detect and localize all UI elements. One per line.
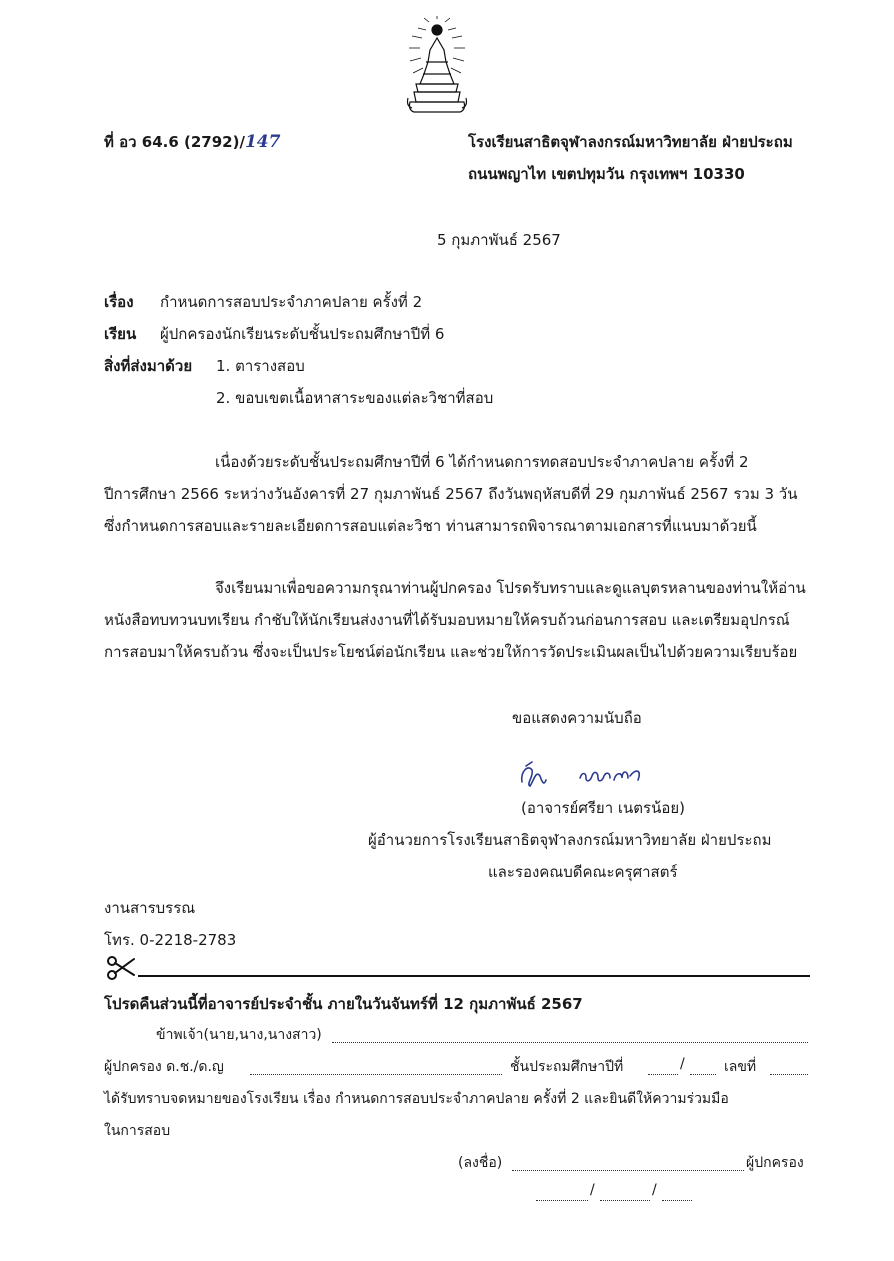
date-separator: / [590,1182,595,1198]
reference-number [104,130,280,154]
reference-label: ที่ อว 64.6 (2792)/ [104,133,245,151]
acknowledgement-text-end: ในการสอบ [104,1123,171,1139]
enclosure-item: 2. ขอบเขตเนื้อหาสาระของแต่ละวิชาที่สอบ [216,389,494,407]
date-separator: / [652,1182,657,1198]
guardian-of-label: ผู้ปกครอง ด.ช./ด.ญ [104,1059,224,1075]
school-name: โรงเรียนสาธิตจุฬาลงกรณ์มหาวิทยาลัย ฝ่ายประถม [468,133,793,151]
student-name-field[interactable] [250,1073,502,1075]
body-p1-line: เนื่องด้วยระดับชั้นประถมศึกษาปีที่ 6 ได้กำหนดการทดสอบประจำภาคปลาย ครั้งที่ 2 [215,453,749,471]
signer-position-1: ผู้อำนวยการโรงเรียนสาธิตจุฬาลงกรณ์มหาวิทยาลัย ฝ่ายประถม [368,831,772,849]
grade-label: ชั้นประถมศึกษาปีที่ [510,1059,624,1075]
body-p1-line: ปีการศึกษา 2566 ระหว่างวันอังคารที่ 27 กุมภาพันธ์ 2567 ถึงวันพฤหัสบดีที่ 29 กุมภาพันธ์ 2567 รวม 3 วัน [104,485,798,503]
handwritten-signature [518,758,678,792]
sign-label: (ลงชื่อ) [458,1155,503,1171]
body-p2-line: จึงเรียนมาเพื่อขอความกรุณาท่านผู้ปกครอง โปรดรับทราบและดูแลบุตรหลานของท่านให้อ่าน [215,579,806,597]
school-emblem-icon [404,16,470,118]
classroom-field[interactable] [690,1073,716,1075]
recipient-text: ผู้ปกครองนักเรียนระดับชั้นประถมศึกษาปีที่ 6 [160,325,445,343]
signer-name: (อาจารย์ศรียา เนตรน้อย) [521,799,685,817]
respondent-name-label: ข้าพเจ้า(นาย,นาง,นางสาว) [156,1027,322,1043]
enclosure-item: 1. ตารางสอบ [216,357,305,375]
student-number-label: เลขที่ [724,1059,757,1075]
scissors-icon [106,955,136,981]
letter-date: 5 กุมภาพันธ์ 2567 [437,231,561,249]
body-p2-line: การสอบมาให้ครบถ้วน ซึ่งจะเป็นประโยชน์ต่อนักเรียน และช่วยให้การวัดประเมินผลเป็นไปด้วยความเรียบร้อย [104,643,798,661]
enclosures-label: สิ่งที่ส่งมาด้วย [104,357,193,375]
subject-label: เรื่อง [104,293,134,311]
cut-line [138,975,810,977]
body-p2-line: หนังสือทบทวนบทเรียน กำชับให้นักเรียนส่งงานที่ได้รับมอบหมายให้ครบถ้วนก่อนการสอบ และเตรียมอุปกรณ์ [104,611,790,629]
guardian-suffix: ผู้ปกครอง [746,1155,804,1171]
reference-handwritten: 147 [244,132,281,152]
school-address: ถนนพญาไท เขตปทุมวัน กรุงเทพฯ 10330 [468,165,745,183]
return-notice: โปรดคืนส่วนนี้ที่อาจารย์ประจำชั้น ภายในวันจันทร์ที่ 12 กุมภาพันธ์ 2567 [104,995,583,1013]
guardian-signature-field[interactable] [512,1169,744,1171]
date-month-field[interactable] [600,1199,650,1201]
closing-text: ขอแสดงความนับถือ [512,709,642,727]
signer-position-2: และรองคณบดีคณะครุศาสตร์ [488,863,678,881]
grade-slash: / [680,1056,685,1072]
student-number-field[interactable] [770,1073,808,1075]
subject-text: กำหนดการสอบประจำภาคปลาย ครั้งที่ 2 [160,293,423,311]
grade-field[interactable] [648,1073,678,1075]
date-day-field[interactable] [536,1199,588,1201]
respondent-name-field[interactable] [332,1041,808,1043]
date-year-field[interactable] [662,1199,692,1201]
contact-phone: โทร. 0-2218-2783 [104,931,237,949]
recipient-label: เรียน [104,325,137,343]
body-p1-line: ซึ่งกำหนดการสอบและรายละเอียดการสอบแต่ละวิชา ท่านสามารถพิจารณาตามเอกสารที่แนบมาด้วยนี้ [104,517,757,535]
contact-department: งานสารบรรณ [104,899,196,917]
acknowledgement-text: ได้รับทราบจดหมายของโรงเรียน เรื่อง กำหนดการสอบประจำภาคปลาย ครั้งที่ 2 และยินดีให้ความร่วมมือ [104,1091,729,1107]
